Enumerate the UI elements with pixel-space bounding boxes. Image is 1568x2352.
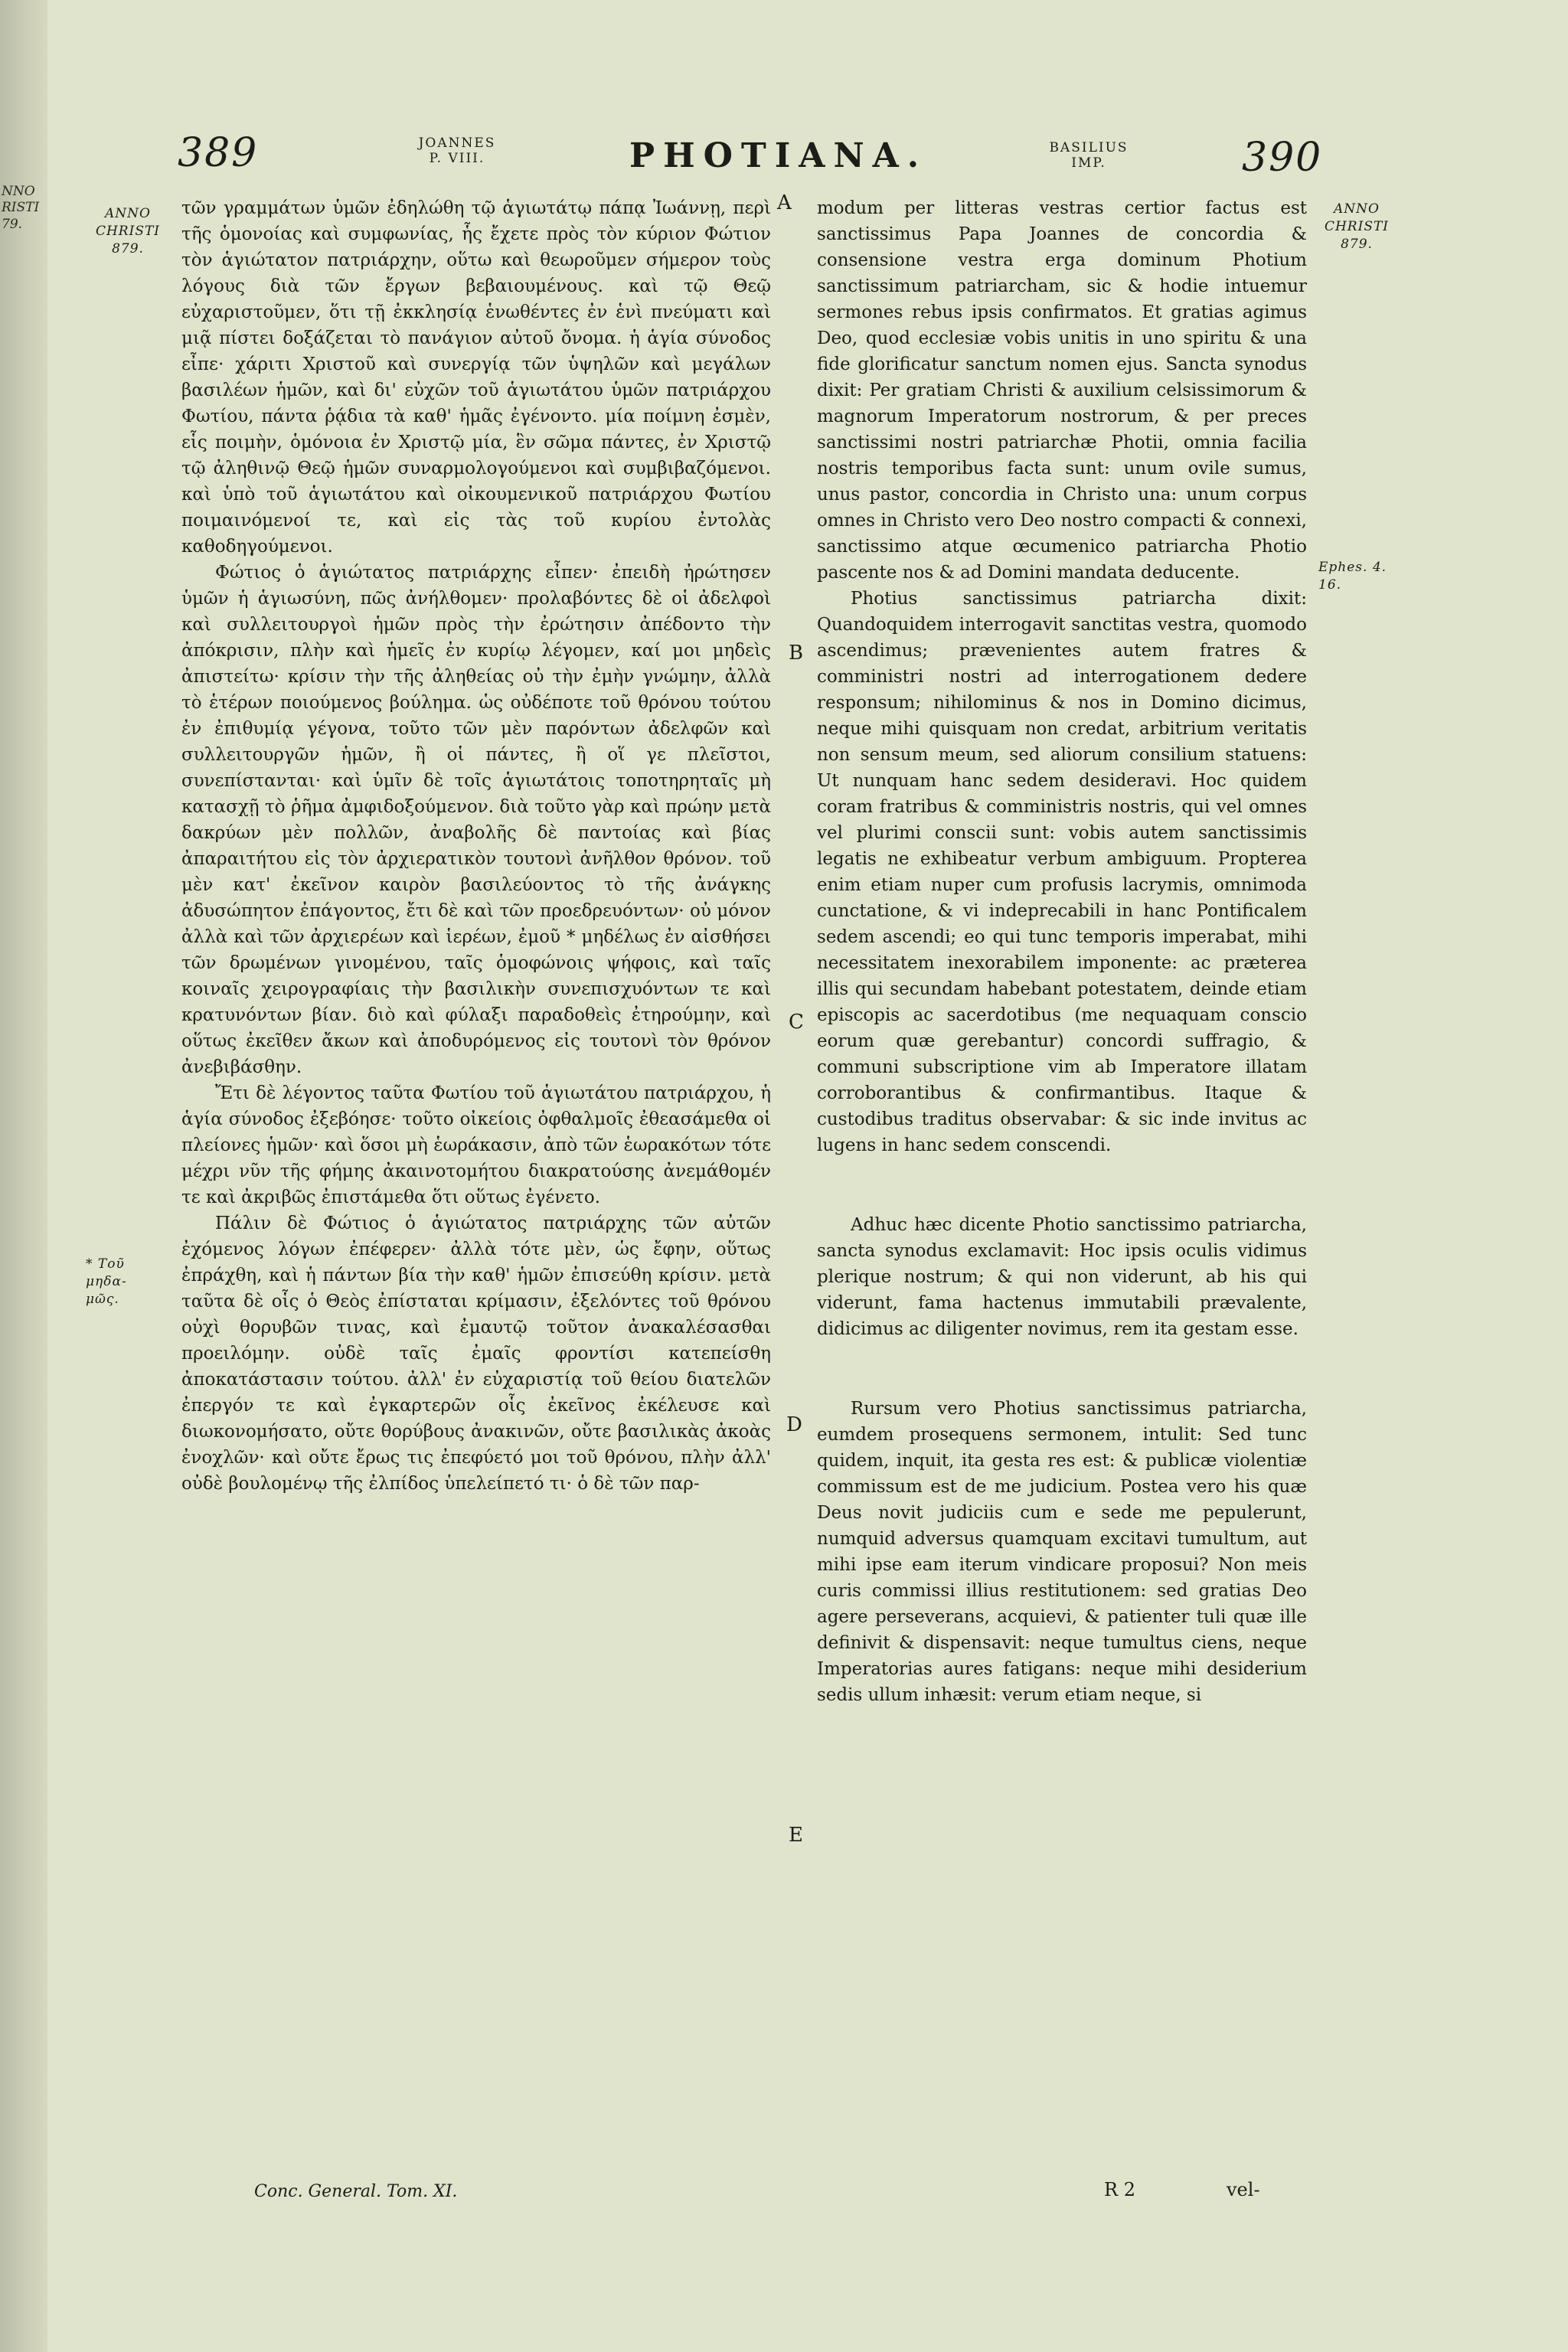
latin-paragraph: Photius sanctissimus patriarcha dixit: Quandoquidem interrogavit sanctitas vestra, quomodo ascendimus; prævenientes autem fratres & comministri nostri ad interrogationem dedere responsum; nihilominus & nos in Domino dicimus, neque mihi quisquam non credat, arbitrium veritatis non sensum meum, sed aliorum consilium statuens: Ut nunquam hanc sedem desideravi. Hoc quidem coram fratribus & comministris nostris, qui vel omnes vel plurimi conscii sunt: vobis autem sanctissimis legatis ne exhibeatur verbum ambiguum. Propterea enim etiam nuper cum profusis lacrymis, omnimoda cunctatione, & vi indeprecabili in hanc Pontificalem sedem ascendi; eo qui tunc temporis imperabat, mihi necessitatem inexorabilem imponente: ac præterea illis qui secundam habebant potestatem, deinde etiam episcopis ac sacerdotibus (me nequaquam conscio eorum quæ gerebantur) concordi suffragio, & communi subscriptione vim ab Imperatore illatam corroborantibus & confirmantibus. Itaque & custodibus traditus observabar: & sic inde invitus ac lugens in hanc sedem conscendi. <box>817 589 1307 1155</box>
margin-note-line: μῶς. <box>86 1291 119 1307</box>
running-header <box>47 130 1568 191</box>
margin-note-line: * Τοῦ μηδα- <box>86 1256 127 1289</box>
left-margin-year <box>86 205 170 258</box>
paragraph-gap <box>817 1158 1307 1212</box>
margin-anno: ANNO <box>105 206 151 221</box>
margin-christi: CHRISTI <box>95 223 161 239</box>
greek-paragraph: Ἔτι δὲ λέγοντος ταῦτα Φωτίου τοῦ ἁγιωτάτου πατριάρχου, ἡ ἁγία σύνοδος ἐξεβόησε· τοῦτο οἰκείοις ὀφθαλμοῖς ἐθεασάμεθα οἱ πλείονες ἡμῶν· καὶ ὅσοι μὴ ἑωράκασιν, ἀπὸ τῶν ἑωρακότων τότε μέχρι νῦν τῆς φήμης ἀκαινοτομήτου διακρατούσης ἀνεμάθομέν τε καὶ ἀκριβῶς ἐπιστάμεθα ὅτι οὕτως ἐγένετο. <box>181 1083 771 1207</box>
header-emperor-name: BASILIUS <box>1049 140 1129 155</box>
page-number-right: 390 <box>1242 135 1323 181</box>
facing-page-edge <box>0 0 47 2352</box>
signature-mark: R 2 <box>1104 2179 1135 2200</box>
section-letter-d: D <box>786 1413 802 1436</box>
margin-christi: CHRISTI <box>1324 218 1390 234</box>
section-letter-a: A <box>777 191 792 214</box>
latin-paragraph: modum per litteras vestras certior factus est sanctissimus Papa Joannes de concordia & consensione vestra erga dominum Photium sanctissimum patriarcham, sic & hodie intuemur sermones rebus ipsis confirmatos. Et gratias agimus Deo, quod ecclesiæ vobis unitis in uno spiritu & una fide glorificatur sanctum nomen ejus. Sancta synodus dixit: Per gratiam Christi & auxilium celsissimorum & magnorum Imperatorum nostrorum, & per preces sanctissimi nostri patriarchæ Photii, omnia facilia nostris temporibus facta sunt: unum ovile sumus, unus pastor, concordia in Christo una: unum corpus omnes in Christo vero Deo nostro compacti & connexi, sanctissimo atque œcumenico patriarcha Photio pascente nos & ad Domini mandata deducente. <box>817 198 1307 583</box>
latin-column <box>817 195 1307 1708</box>
margin-anno: ANNO <box>1334 201 1380 217</box>
header-emperor <box>1035 141 1142 171</box>
header-pope <box>407 136 507 166</box>
greek-column <box>181 195 771 1497</box>
facing-page-margin-text: NNO RISTI 79. <box>2 184 40 232</box>
margin-year: 879. <box>112 240 144 256</box>
greek-paragraph: τῶν γραμμάτων ὑμῶν ἐδηλώθη τῷ ἁγιωτάτῳ πάπᾳ Ἰωάννῃ, περὶ τῆς ὁμονοίας καὶ συμφωνίας, ἧς ἔχετε πρὸς τὸν κύριον Φώτιον τὸν ἁγιώτατον πατριάρχην, οὕτω καὶ θεωροῦμεν σήμερον τοὺς λόγους διὰ τῶν ἔργων βεβαιουμένους. καὶ τῷ Θεῷ εὐχαριστοῦμεν, ὅτι τῇ ἐκκλησίᾳ ἑνωθέντες ἐν ἑνὶ πνεύματι καὶ μιᾷ πίστει δοξάζεται τὸ πανάγιον αὐτοῦ ὄνομα. ἡ ἁγία σύνοδος εἶπε· χάριτι Χριστοῦ καὶ συνεργίᾳ τῶν ὑψηλῶν καὶ μεγάλων βασιλέων ἡμῶν, καὶ δι' εὐχῶν τοῦ ἁγιωτάτου ὑμῶν πατριάρχου Φωτίου, πάντα ῥᾴδια τὰ καθ' ἡμᾶς ἐγένοντο. μία ποίμνη ἐσμὲν, εἷς ποιμὴν, ὁμόνοια ἐν Χριστῷ μία, ἓν σῶμα πάντες, ἐν Χριστῷ τῷ ἀληθινῷ Θεῷ ἡμῶν συναρμολογούμενοι καὶ συμβιβαζόμενοι. καὶ ὑπὸ τοῦ ἁγιωτάτου καὶ οἰκουμενικοῦ πατριάρχου Φωτίου ποιμαινόμενοί τε, καὶ εἰς τὰς τοῦ κυρίου ἐντολὰς καθοδηγούμενοι. <box>181 198 771 557</box>
header-pope-number: P. VIII. <box>429 150 485 166</box>
section-letter-e: E <box>789 1824 803 1847</box>
page-number-left: 389 <box>178 130 259 176</box>
header-pope-name: JOANNES <box>418 136 496 151</box>
header-emperor-title: IMP. <box>1071 155 1106 171</box>
margin-year: 879. <box>1341 236 1373 252</box>
greek-paragraph: Φώτιος ὁ ἁγιώτατος πατριάρχης εἶπεν· ἐπειδὴ ἠρώτησεν ὑμῶν ἡ ἁγιωσύνη, πῶς ἀνήλθομεν· προλαβόντες δὲ οἱ ἀδελφοὶ καὶ συλλειτουργοὶ ἡμῶν πρὸς τὴν ἐρώτησιν ἀπέδοντο τὴν ἀπόκρισιν, πλὴν καὶ ἡμεῖς ἐν κυρίῳ λέγομεν, καί μοι μηδεὶς ἀπιστείτω· κρίσιν τὴν τῆς ἀληθείας οὐ τὴν ἐμὴν γνώμην, ἀλλὰ τὸ ἑτέρων ποιούμενος βούλημα. ὡς οὐδέποτε τοῦ θρόνου τούτου ἐν ἐπιθυμίᾳ γέγονα, τοῦτο τῶν μὲν παρόντων ἀδελφῶν καὶ συλλειτουργῶν ἡμῶν, ἢ οἱ πάντες, ἢ οἵ γε πλεῖστοι, συνεπίστανται· καὶ ὑμῖν δὲ τοῖς ἁγιωτάτοις τοποτηρηταῖς μὴ κατασχῇ τὸ ῥῆμα ἀμφιδοξούμενον. διὰ τοῦτο γὰρ καὶ πρώην μετὰ δακρύων μὲν πολλῶν, ἀναβολῆς δὲ παντοίας καὶ βίας ἀπαραιτήτου εἰς τὸν ἀρχιερατικὸν τουτονὶ ἀνῆλθον θρόνον. τοῦ μὲν κατ' ἐκεῖνον καιρὸν βασιλεύοντος τὸ τῆς ἀνάγκης ἀδυσώπητον ἐπάγοντος, ἔτι δὲ καὶ τῶν προεδρευόντων· οὐ μόνον ἀλλὰ καὶ τῶν ἀρχιερέων καὶ ἱερέων, ἐμοῦ * μηδέλως ἐν αἰσθήσει τῶν δρωμένων γινομένου, ταῖς ὁμοφώνοις ψήφοις, καὶ ταῖς κοιναῖς χειρογραφίαις τὴν βασιλικὴν συνεπισχυόντων τε καὶ κρατυνόντων βίαν. διὸ καὶ φύλαξι παραδοθεὶς ἐτηρούμην, καὶ οὕτως ἐκεῖθεν ἄκων καὶ ἀποδυρόμενος εἰς τουτονὶ τὸν θρόνον ἀνεβιβάσθην. <box>181 563 771 1077</box>
left-margin-note <box>86 1256 170 1308</box>
right-margin-year <box>1311 201 1403 253</box>
latin-paragraph: Adhuc hæc dicente Photio sanctissimo patriarcha, sancta synodus exclamavit: Hoc ipsis oculis vidimus plerique nostrum; & qui non viderunt, ab his qui viderunt, fama hactenus immutabili prævalente, didicimus ac diligenter novimus, rem ita gestam esse. <box>817 1215 1307 1339</box>
catchword: vel- <box>1227 2179 1260 2200</box>
running-title: PHOTIANA. <box>629 136 928 175</box>
greek-paragraph: Πάλιν δὲ Φώτιος ὁ ἁγιώτατος πατριάρχης τῶν αὐτῶν ἐχόμενος λόγων ἐπέφερεν· ἀλλὰ τότε μὲν, ὡς ἔφην, οὕτως ἐπράχθη, καὶ ἡ πάντων βία τὴν καθ' ἡμῶν ἐπισεύθη κρίσιν. μετὰ ταῦτα δὲ οἷς ὁ Θεὸς ἐπίσταται κρίμασιν, ἐξελόντες τοῦ θρόνου οὐχὶ θορυβῶν τινας, καὶ ἐμαυτῷ τοῦτον ἀνακαλέσασθαι προειλόμην. οὐδὲ ταῖς ἐμαῖς φροντίσι κατεπείσθη ἀποκατάστασιν τούτου. ἀλλ' ἐν εὐχαριστίᾳ τοῦ θείου διατελῶν ἐπεργόν τε καὶ ἐγκαρτερῶν οἷς ἐκεῖνος ἐκέλευσε καὶ διωκονομήσατο, οὔτε θορύβους ἀνακινῶν, οὔτε βασιλικὰς ἀκοὰς ἐνοχλῶν· καὶ οὔτε ἔρως τις ἐπεφύετό μοι τοῦ θρόνου, πλὴν ἀλλ' οὐδὲ βουλομένῳ τῆς ἐλπίδος ὑπελείπετό τι· ὁ δὲ τῶν παρ- <box>181 1214 771 1494</box>
section-letter-b: B <box>789 642 804 665</box>
book-page <box>47 0 1568 2352</box>
section-letter-c: C <box>789 1011 804 1034</box>
latin-paragraph: Rursum vero Photius sanctissimus patriarcha, eumdem prosequens sermonem, intulit: Sed tunc quidem, inquit, ita gesta res est: & publicæ violentiæ commissum est de me judicium. Postea vero his quæ Deus novit judiciis cum e sede me pepulerunt, numquid adversus quamquam excitavi tumultum, aut mihi ipse eam iterum vindicare proposui? Non meis curis commissi illius restitutionem: sed gratias Deo agere perseverans, acquievi, & patienter tuli quæ ille definivit & dispensavit: neque tumultus ciens, neque Imperatorias aures fatigans: neque mihi desiderium sedis ullum inhæsit: verum etiam neque, si <box>817 1399 1307 1705</box>
citation-footer: Conc. General. Tom. XI. <box>254 2182 458 2201</box>
right-margin-reference: Ephes. 4. 16. <box>1318 560 1387 593</box>
paragraph-gap <box>817 1342 1307 1396</box>
